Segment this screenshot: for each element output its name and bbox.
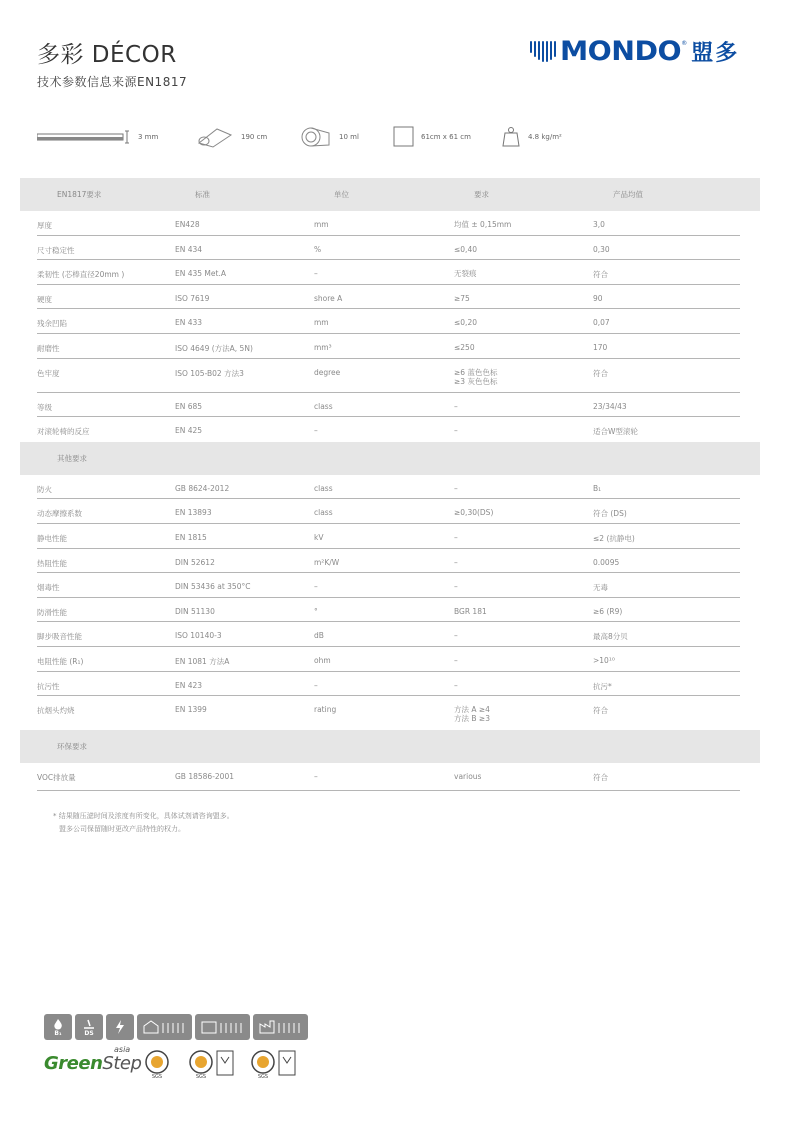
spec-thickness: 3 mm (37, 124, 158, 150)
flame-icon (51, 1018, 65, 1030)
factory-icon (257, 1018, 305, 1036)
table-row: 等级 EN 685 class – 23/34/43 (37, 393, 740, 418)
page-subtitle: 技术参数信息来源EN1817 (37, 75, 188, 89)
col-header: EN1817要求 (57, 190, 102, 199)
spec-strip (37, 124, 637, 150)
house-icon (141, 1018, 189, 1036)
table-row: 尺寸稳定性 EN 434 % ≤0,40 0,30 (37, 236, 740, 261)
spec-weight: 4.8 kg/m² (500, 124, 562, 150)
logo-word: MONDO (560, 35, 682, 67)
cert-logos-row: GreenStep asia SGS SGS SGS (44, 1049, 314, 1079)
table-row: 残余凹陷 EN 433 mm ≤0,20 0,07 (37, 309, 740, 334)
table-row: 抗烟头灼烧 EN 1399 rating 方法 A ≥4 方法 B ≥3 符合 (37, 705, 608, 724)
section-environment: 环保要求 (20, 730, 760, 763)
table-row: 防滑性能 DIN 51130 ° BGR 181 ≥6 (R9) (37, 598, 740, 623)
table-row: 色牢度 ISO 105-B02 方法3 degree ≥6 蓝色色标 ≥3 灰色色标 符合 (37, 359, 740, 393)
section-other: 其他要求 (20, 442, 760, 475)
weight-icon (500, 126, 522, 148)
greenstep-logo: GreenStep (44, 1053, 142, 1074)
ukas-mark-icon (216, 1049, 234, 1079)
table-row: 对滚轮椅的反应 EN 425 – – 适合W型滚轮 (37, 426, 638, 437)
sgs-seal-icon (188, 1049, 214, 1079)
table-row: 静电性能 EN 1815 kV – ≤2 (抗静电) (37, 524, 740, 549)
page-title: 多彩 DÉCOR (37, 42, 177, 68)
thickness-icon (37, 130, 132, 144)
col-header: 要求 (474, 190, 489, 199)
lightning-icon (112, 1019, 128, 1035)
svg-text:SGS: SGS (151, 1074, 163, 1079)
spec-roll-width: 190 cm (195, 124, 267, 150)
logo-registered: ® (681, 40, 688, 47)
table-row: 柔韧性 (芯棒直径20mm ) EN 435 Met.A – 无裂痕 符合 (37, 260, 740, 285)
table-row: 电阻性能 (R₁) EN 1081 方法A ohm – >10¹⁰ (37, 647, 740, 672)
table-row: 热阻性能 DIN 52612 m²K/W – 0.0095 (37, 549, 740, 574)
slip-icon (82, 1018, 96, 1030)
sgs-seal-icon (250, 1049, 276, 1079)
footnote: * 结果随压滤时间及浓度有所变化，具体试剂请咨询盟多。 盟多公司保留随时更改产品特性的权力。 (53, 812, 234, 833)
ukas-mark-icon (278, 1049, 296, 1079)
table-row: 防火 GB 8624-2012 class – B₁ (37, 475, 740, 500)
logo-chinese: 盟多 (691, 40, 740, 66)
fire-class-badge: B₁ (44, 1014, 72, 1040)
table-row: 脚步吸音性能 ISO 10140-3 dB – 最高8分贝 (37, 622, 740, 647)
tile-icon (393, 126, 415, 148)
table-header (20, 178, 760, 211)
spec-roll-length: 10 ml (299, 124, 359, 150)
col-header: 单位 (334, 190, 349, 199)
svg-text:SGS: SGS (195, 1074, 207, 1079)
table-row: 抗污性 EN 423 – – 抗污* (37, 672, 740, 697)
table-row: 烟毒性 DIN 53436 at 350°C – – 无毒 (37, 573, 740, 598)
table-row: VOC排放量 GB 18586-2001 – various 符合 (37, 763, 740, 791)
industrial-use-badge (253, 1014, 308, 1040)
sgs-seal-icon (144, 1049, 170, 1079)
table-row: 硬度 ISO 7619 shore A ≥75 90 (37, 285, 740, 310)
col-header: 标准 (195, 190, 210, 199)
roll-length-icon (299, 125, 333, 149)
logo-bars-icon (530, 41, 556, 62)
slip-class-badge: DS (75, 1014, 103, 1040)
table-row: 耐磨性 ISO 4649 (方法A, 5N) mm³ ≤250 170 (37, 334, 740, 359)
table-row: 动态摩擦系数 EN 13893 class ≥0,30(DS) 符合 (DS) (37, 499, 740, 524)
roll-width-icon (195, 125, 235, 149)
mondo-logo (530, 36, 766, 66)
commercial-use-badge (195, 1014, 250, 1040)
svg-text:SGS: SGS (257, 1074, 269, 1079)
spec-table (20, 178, 760, 791)
antistatic-badge (106, 1014, 134, 1040)
residential-use-badge (137, 1014, 192, 1040)
table-row: 厚度 EN428 mm 均值 ± 0,15mm 3,0 (37, 211, 740, 236)
office-icon (199, 1018, 247, 1036)
cert-icons-row (44, 1014, 308, 1040)
col-header: 产品均值 (613, 190, 643, 199)
spec-tile-size: 61cm x 61 cm (393, 124, 471, 150)
